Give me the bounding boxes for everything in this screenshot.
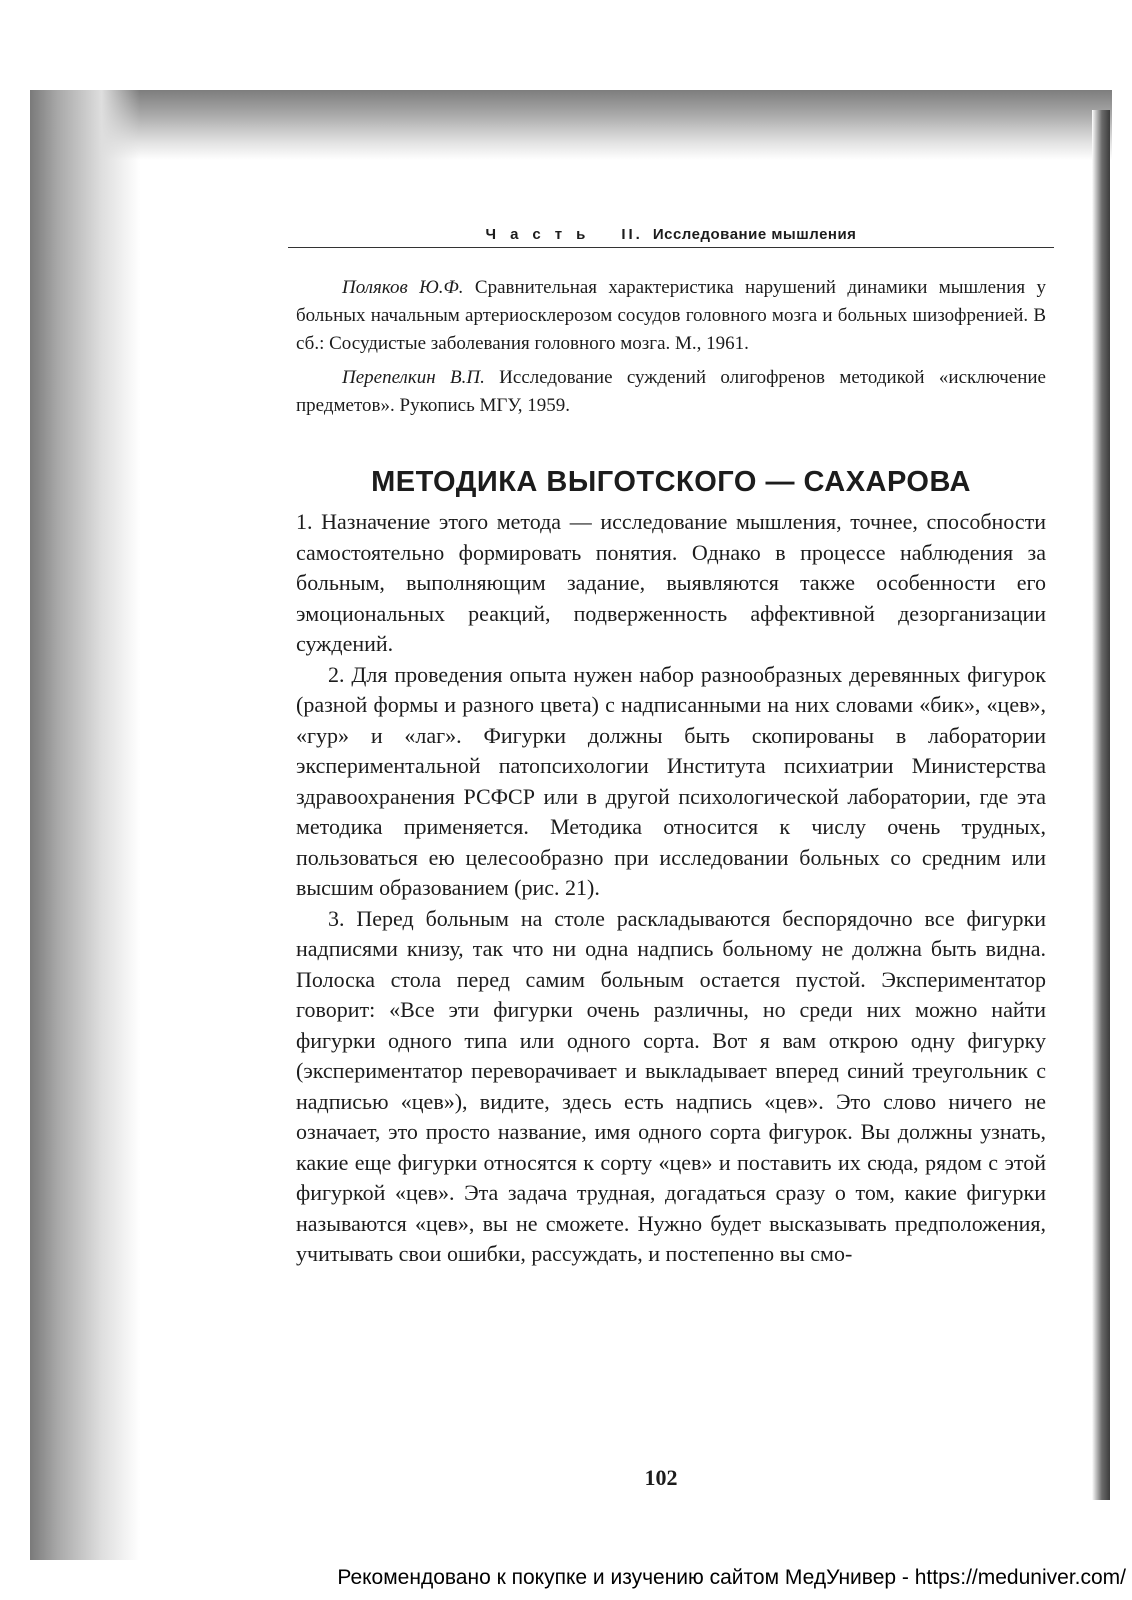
scan-shadow-top: [30, 90, 1112, 160]
running-head: [288, 226, 1054, 248]
body-paragraph: 3. Перед больным на столе раскладываются беспорядочно все фигурки надписями книзу, так что ни одна надпись больному не должна быть видна. Полоска стола перед самим больным остается пустой. Экспериментатор говорит: «Все эти фигурки очень различны, но среди них можно найти фигурки одного типа или одного сорта. Вот я вам открою одну фигурку (экспериментатор переворачивает и выкладывает вперед синий треугольник с надписью «цев»), видите, здесь есть надпись «цев». Это слово ничего не означает, это просто название, имя одного сорта фигурок. Вы должны узнать, какие еще фигурки относятся к сорту «цев» и поставить их сюда, рядом с этой фигуркой «цев». Эта задача трудная, догадаться сразу о том, какие фигурки называются «цев», вы не сможете. Нужно будет высказывать предположения, учитывать свои ошибки, рассуждать, и постепенно вы смо-: [296, 905, 1046, 1266]
body-paragraph: 2. Для проведения опыта нужен набор разнообразных деревянных фигурок (разной формы и разного цвета) с надписанными на них словами «бик», «цев», «гур» и «лаг». Фигурки должны быть скопированы в лаборатории экспериментальной патопсихологии Института психиатрии Министерства здравоохранения РСФСР или в другой психологической лаборатории, где эта методика применяется. Методика относится к числу очень трудных, пользоваться ею целесообразно при исследовании больных со средним или высшим образованием (рис. 21).: [296, 661, 1046, 900]
running-head-section: Исследование мышления: [652, 226, 857, 243]
section-title: МЕТОДИКА ВЫГОТСКОГО — САХАРОВА: [371, 466, 971, 498]
scan-shadow-right: [1092, 110, 1110, 1500]
reference-author: Поляков Ю.Ф.: [342, 277, 464, 298]
reference-item: [296, 274, 1046, 358]
page-number: 102: [644, 1465, 678, 1490]
scan-shadow-left: [30, 90, 140, 1560]
reference-text: Исследование суждений олигофренов методикой «исключение предметов». Рукопись МГУ, 1959.: [296, 367, 1046, 416]
body-paragraph: 1. Назначение этого метода — исследование мышления, точнее, способности самостоятельно формировать понятия. Однако в процессе наблюдения за больным, выполняющим задание, выявляются также особенности его эмоциональных реакций, подверженность аффективной дезорганизации суждений.: [296, 509, 1046, 656]
book-page: [296, 226, 1046, 1270]
reference-item: [296, 364, 1046, 420]
reference-author: Перепелкин В.П.: [342, 367, 485, 388]
running-head-part-number: II.: [621, 226, 643, 243]
running-head-part-word: Часть: [485, 226, 600, 243]
reference-text: Сравнительная характеристика нарушений динамики мышления у больных начальным артериосклерозом сосудов головного мозга и больных шизофренией. В сб.: Сосудистые заболевания головного мозга. М., 1961.: [296, 277, 1047, 354]
footer-recommendation: Рекомендовано к покупке и изучению сайтом МедУнивер - https://meduniver.com/: [337, 1566, 1126, 1589]
